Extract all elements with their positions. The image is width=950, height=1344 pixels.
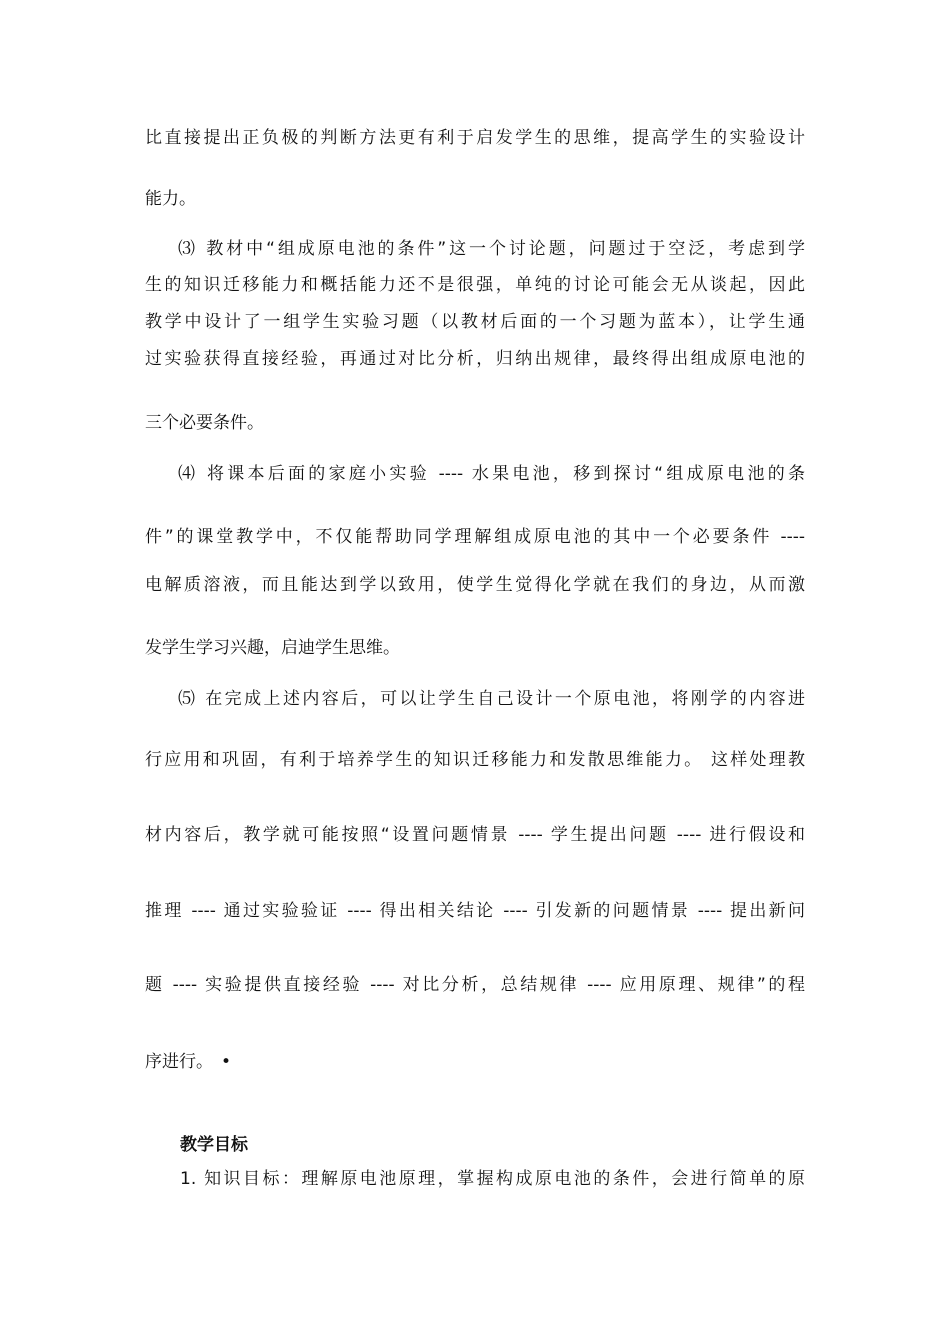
- text-line: 生的知识迁移能力和概括能力还不是很强，单纯的讨论可能会无从谈起，因此: [145, 275, 805, 295]
- text-line: ⑶ 教材中“组成原电池的条件”这一个讨论题，问题过于空泛，考虑到学: [178, 239, 805, 259]
- text-line: 比直接提出正负极的判断方法更有利于启发学生的思维，提高学生的实验设计: [145, 128, 805, 148]
- text-line: 能力。: [145, 189, 196, 209]
- text-line: [145, 1050, 805, 1074]
- text-line: 行应用和巩固，有利于培养学生的知识迁移能力和发散思维能力。 这样处理教: [145, 750, 805, 770]
- text-line: 过实验获得直接经验，再通过对比分析，归纳出规律，最终得出组成原电池的: [145, 349, 805, 369]
- bullet-mark: •: [221, 1052, 232, 1072]
- text-span: 序进行。: [145, 1052, 213, 1072]
- text-line: 件”的课堂教学中，不仅能帮助同学理解组成原电池的其中一个必要条件 ----: [145, 527, 805, 547]
- section-heading: 教学目标: [180, 1135, 248, 1155]
- text-line: ⑷ 将课本后面的家庭小实验 ---- 水果电池，移到探讨“组成原电池的条: [178, 464, 805, 484]
- text-line: 电解质溶液，而且能达到学以致用，使学生觉得化学就在我们的身边，从而激: [145, 575, 805, 595]
- text-line: ⑸ 在完成上述内容后，可以让学生自己设计一个原电池，将刚学的内容进: [178, 689, 805, 709]
- text-line: 材内容后，教学就可能按照“设置问题情景 ---- 学生提出问题 ---- 进行假设和: [145, 825, 805, 845]
- objective-line: 1. 知识目标：理解原电池原理，掌握构成原电池的条件，会进行简单的原: [180, 1169, 805, 1189]
- text-line: 推理 ---- 通过实验验证 ---- 得出相关结论 ---- 引发新的问题情景 ---- 提出新问: [145, 901, 805, 921]
- text-line: 发学生学习兴趣，启迪学生思维。: [145, 638, 400, 658]
- text-line: 教学中设计了一组学生实验习题（以教材后面的一个习题为蓝本），让学生通: [145, 312, 805, 332]
- text-line: 题 ---- 实验提供直接经验 ---- 对比分析，总结规律 ---- 应用原理、规律”的程: [145, 975, 805, 995]
- text-line: 三个必要条件。: [145, 413, 264, 433]
